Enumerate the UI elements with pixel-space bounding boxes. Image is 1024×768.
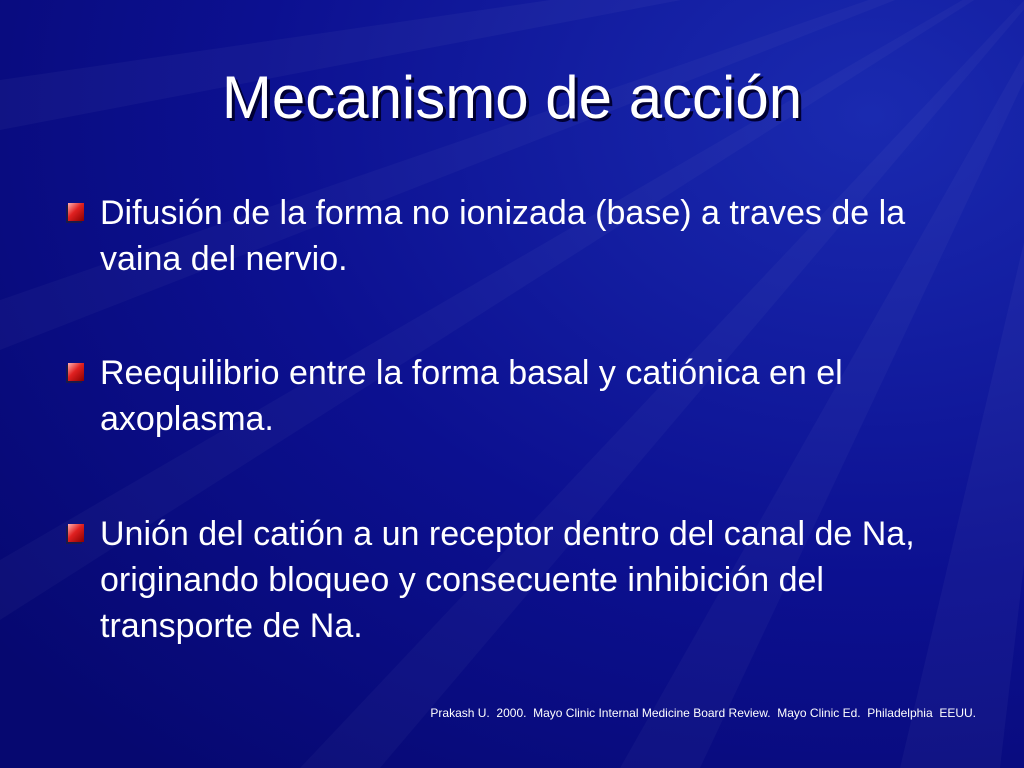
bullet-text: Difusión de la forma no ionizada (base) a traves de la vaina del nervio. bbox=[100, 194, 906, 278]
citation-footer: Prakash U. 2000. Mayo Clinic Internal Medicine Board Review. Mayo Clinic Ed. Philadelphia EEUU. bbox=[430, 706, 976, 720]
bullet-square-icon bbox=[68, 363, 84, 381]
bullet-square-icon bbox=[68, 524, 84, 542]
slide-title: Mecanismo de acción bbox=[221, 64, 803, 131]
bullet-square-icon bbox=[68, 203, 84, 221]
bullet-text: Unión del catión a un receptor dentro del canal de Na, originando bloqueo y consecuente inhibición del transporte de Na. bbox=[100, 515, 915, 645]
bullet-text: Reequilibrio entre la forma basal y catiónica en el axoplasma. bbox=[100, 354, 843, 438]
